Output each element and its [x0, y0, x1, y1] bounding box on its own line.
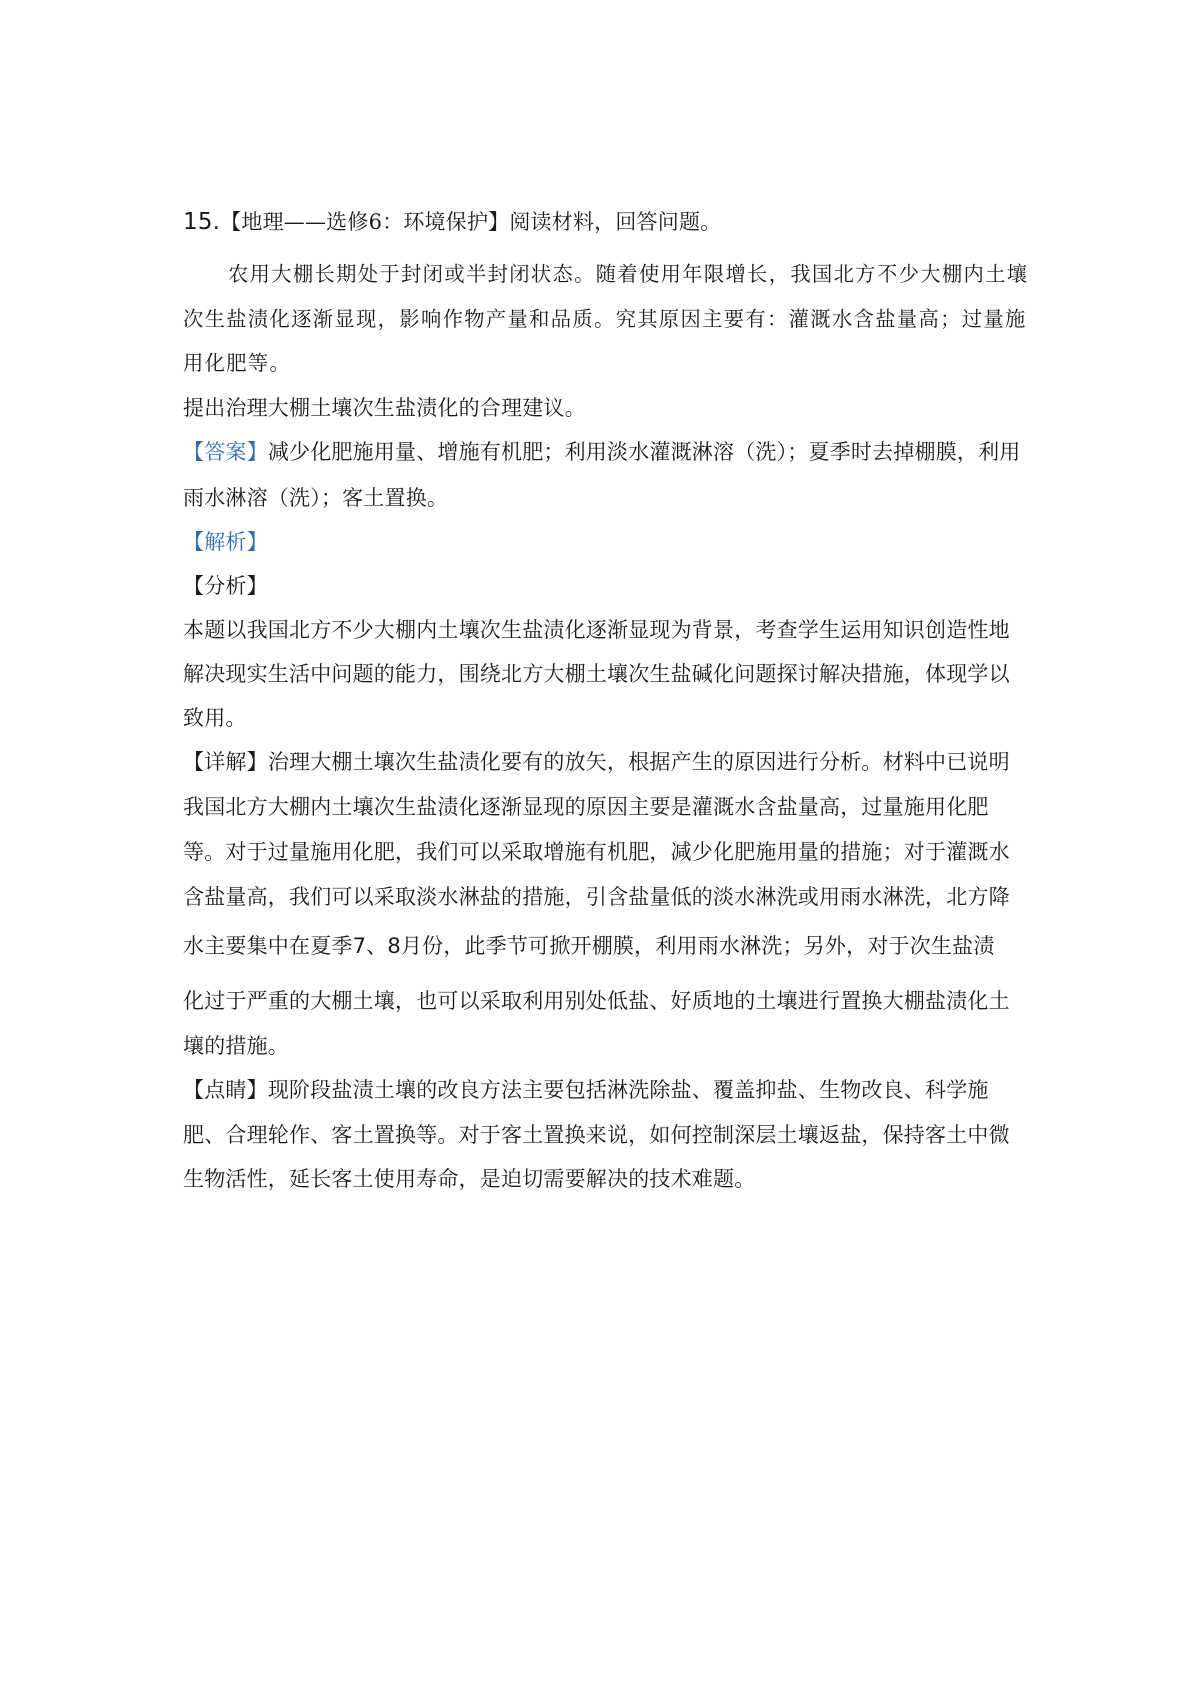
detail-text: 治理大棚土壤次生盐渍化要有的放矢，根据产生的原因进行分析。材料中已说明	[267, 750, 1010, 774]
detail-line-2: 我国北方大棚内土壤次生盐渍化逐渐显现的原因主要是灌溉水含盐量高，过量施用化肥	[183, 795, 989, 819]
material-line-3: 用化肥等。	[183, 351, 292, 375]
detail-text-part: 月份，此季节可掀开棚膜，利用雨水淋洗；另外，对于次生盐渍	[400, 934, 995, 958]
analysis-line-3: 致用。	[183, 706, 247, 730]
detail-text-part: 、	[366, 934, 388, 958]
jiexi-label: 【解析】	[183, 530, 268, 554]
month-number: 8	[387, 934, 401, 958]
pointer-line-1	[183, 1074, 989, 1106]
question-number: 15.	[183, 209, 221, 235]
material-line-2: 次生盐渍化逐渐显现，影响作物产量和品质。究其原因主要有：灌溉水含盐量高；过量施	[183, 307, 1027, 331]
detail-line-3: 等。对于过量施用化肥，我们可以采取增施有机肥，减少化肥施用量的措施；对于灌溉水	[183, 840, 1010, 864]
material-line-1: 农用大棚长期处于封闭或半封闭状态。随着使用年限增长，我国北方不少大棚内土壤	[228, 262, 1029, 286]
detail-line-4: 含盐量高，我们可以采取淡水淋盐的措施，引含盐量低的淡水淋洗或用雨水淋洗，北方降	[183, 885, 1010, 909]
detail-line-1	[183, 746, 1010, 778]
analysis-line-2: 解决现实生活中问题的能力，围绕北方大棚土壤次生盐碱化问题探讨解决措施，体现学以	[183, 662, 1010, 686]
pointer-line-3: 生物活性，延长客土使用寿命，是迫切需要解决的技术难题。	[183, 1167, 756, 1191]
detail-text-part: 水主要集中在夏季	[183, 934, 353, 958]
detail-line-5	[183, 930, 995, 962]
answer-text: 减少化肥施用量、增施有机肥；利用淡水灌溉淋溶（洗）；夏季时去掉棚膜，利用	[267, 440, 1021, 464]
pointer-line-2: 肥、合理轮作、客土置换等。对于客土置换来说，如何控制深层土壤返盐，保持客土中微	[183, 1123, 1010, 1147]
detail-line-7: 壤的措施。	[183, 1034, 289, 1058]
analysis-line-1: 本题以我国北方不少大棚内土壤次生盐渍化逐渐显现为背景，考查学生运用知识创造性地	[183, 618, 1010, 642]
question-header	[183, 206, 721, 238]
answer-label: 【答案】	[183, 440, 268, 464]
answer-line-2: 雨水淋溶（洗）；客土置换。	[183, 486, 449, 510]
detail-label: 【详解】	[183, 750, 268, 774]
analysis-label: 【分析】	[183, 574, 268, 598]
month-number: 7	[352, 934, 367, 958]
answer-line-1	[183, 436, 1021, 468]
question-prompt: 提出治理大棚土壤次生盐渍化的合理建议。	[183, 396, 586, 420]
detail-line-6: 化过于严重的大棚土壤，也可以采取利用别处低盐、好质地的土壤进行置换大棚盐渍化土	[183, 989, 1010, 1013]
pointer-label: 【点睛】	[183, 1078, 268, 1102]
question-title: 【地理——选修6：环境保护】阅读材料，回答问题。	[220, 210, 722, 234]
pointer-text: 现阶段盐渍土壤的改良方法主要包括淋洗除盐、覆盖抑盐、生物改良、科学施	[267, 1078, 989, 1102]
